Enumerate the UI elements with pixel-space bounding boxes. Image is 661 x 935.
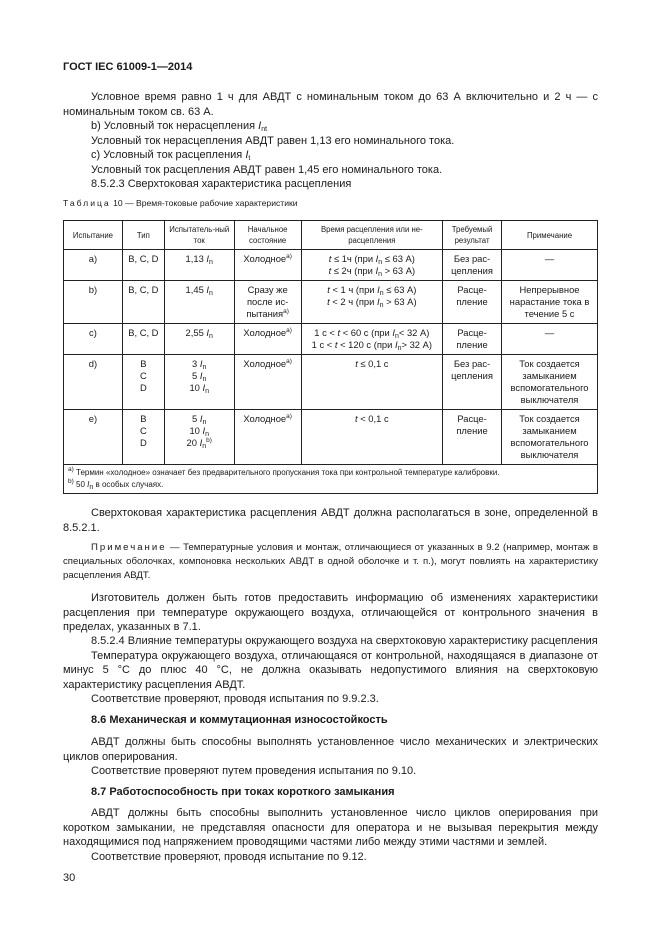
paragraph-manufacturer: Изготовитель должен быть готов предоставить информацию об изменениях характеристики расцепления при температуре окружающего воздуха, отличающейся от контрольного значения в пределах, указанных в 7.1.	[63, 592, 598, 633]
text-segment: n	[205, 388, 209, 395]
paragraph-compliance-3: Соответствие проверяют, проводя испытание по 9.12.	[91, 851, 367, 863]
text-segment: t	[328, 253, 332, 264]
column-header: Примечание	[502, 221, 598, 250]
list-item-b	[63, 119, 598, 192]
text-segment: Холодное	[243, 253, 287, 264]
text-segment: n	[397, 345, 402, 352]
current-line	[168, 370, 231, 382]
text-segment: n	[202, 376, 207, 383]
table-footnotes-row	[64, 465, 598, 494]
footnote	[68, 467, 593, 479]
table-caption-title: 10 — Время-токовые рабочие характеристики	[110, 198, 298, 208]
state-line	[238, 358, 298, 370]
text-segment: 3	[192, 358, 200, 369]
state-line	[238, 327, 298, 339]
section-heading-8523: 8.5.2.3 Сверхтоковая характеристика расцепления	[91, 178, 352, 190]
cell-test: b)	[64, 281, 123, 324]
footnote-ref: b)	[68, 478, 74, 485]
cell-test-current	[164, 324, 234, 355]
text-segment: t	[327, 284, 330, 295]
text-segment: < 60 с (при	[340, 327, 393, 338]
text-segment: n	[202, 364, 207, 371]
type-line: B	[140, 413, 147, 424]
text-segment: n	[205, 431, 209, 438]
type-line: C	[139, 370, 147, 381]
cell-initial-state	[234, 250, 301, 281]
table-row	[64, 250, 598, 281]
state-line	[238, 284, 298, 320]
paragraph-86: АВДТ должны быть способны выполнять установленное число механических и электрических циклов оперирования.	[63, 736, 598, 763]
text-segment: t	[334, 339, 338, 350]
table-caption	[63, 196, 598, 210]
note-label: Примечание	[91, 542, 167, 553]
text-segment: > 63 А)	[382, 265, 416, 276]
type-line: B, C, D	[128, 253, 159, 264]
paragraph-zone: Сверхтоковая характеристика расцепления АВДТ должна располагаться в зоне, определенной в 8.5.2.1.	[63, 507, 598, 534]
text-segment: Холодное	[243, 413, 287, 424]
text-segment: I	[392, 327, 395, 338]
time-line	[305, 413, 439, 425]
table-row	[64, 355, 598, 410]
cell-note: —	[502, 324, 598, 355]
text-segment: n	[209, 290, 213, 297]
table-header-row	[64, 221, 598, 250]
column-header: Испытатель-ный ток	[164, 221, 234, 250]
text-segment: I	[206, 327, 209, 338]
text-segment: I	[394, 339, 398, 350]
text-segment: n	[89, 484, 94, 491]
text-segment: < 32 А)	[398, 327, 430, 338]
cell-test: d)	[64, 355, 123, 410]
page-number: 30	[63, 872, 76, 884]
cell-test-current	[164, 281, 234, 324]
current-line	[168, 425, 231, 437]
type-line: C	[139, 425, 147, 436]
time-line	[305, 265, 439, 277]
current-line	[168, 358, 231, 370]
current-line	[168, 437, 231, 449]
cell-trip-time	[301, 250, 442, 281]
text-segment: t	[355, 413, 358, 424]
table-caption-label: Таблица	[63, 198, 111, 208]
footnote	[68, 479, 593, 491]
text-segment: n	[394, 333, 399, 340]
type-line: D	[139, 382, 147, 393]
cell-note: —	[502, 250, 598, 281]
text-segment: t	[328, 265, 332, 276]
text-segment: 1 с <	[311, 339, 335, 350]
cell-test: e)	[64, 410, 123, 465]
footnote-ref: а)	[68, 466, 74, 473]
text-segment: I	[376, 296, 380, 307]
paragraph-compliance-2: Соответствие проверяют путем проведения испытания по 9.10.	[91, 765, 417, 777]
column-header: Начальное состояние	[234, 221, 301, 250]
text-segment: ≤ 63 А)	[383, 284, 417, 295]
cell-note: Непрерывное нарастание тока в течение 5 с	[502, 281, 598, 324]
cell-result: Без рас-цепления	[443, 355, 502, 410]
text-segment: n	[379, 302, 384, 309]
text-segment: I	[199, 437, 203, 448]
time-line	[305, 327, 439, 339]
text-segment: 5	[192, 413, 200, 424]
list-item-b-label: b) Условный ток нерасцепления	[91, 120, 259, 132]
time-line	[305, 253, 439, 265]
text-segment: Сразу же после ис-пытания	[246, 284, 289, 319]
text-segment: n	[209, 333, 213, 340]
footnote-ref: а)	[286, 253, 292, 260]
cell-test: c)	[64, 324, 123, 355]
note-text: — Температурные условия и монтаж, отличающиеся от указанных в 9.2 (например, монтаж в специальных оболочках, компоновка нескольких АВДТ в одной оболочке и т. п.), могут повлиять на характеристику расцепления АВДТ.	[63, 542, 598, 581]
table-row	[64, 410, 598, 465]
text-segment: n	[202, 419, 207, 426]
cell-test: a)	[64, 250, 123, 281]
text-segment: < 120 с (при	[337, 339, 395, 350]
text-segment: I	[202, 382, 206, 393]
cell-type	[122, 355, 164, 410]
cell-note: Ток создается замыканием вспомогательного выключателя	[502, 410, 598, 465]
symbol-subscript: t	[248, 155, 251, 162]
cell-initial-state	[234, 410, 301, 465]
current-line	[168, 253, 231, 265]
text-segment: 10	[189, 425, 203, 436]
time-line	[305, 296, 439, 308]
text-segment: I	[206, 253, 209, 264]
cell-type	[122, 281, 164, 324]
column-header: Тип	[122, 221, 164, 250]
text-segment: < 0,1 с	[357, 413, 389, 424]
text-segment: I	[375, 253, 379, 264]
cell-test-current	[164, 410, 234, 465]
cell-trip-time	[301, 355, 442, 410]
text-segment: I	[375, 265, 379, 276]
text-segment: ≤ 0,1 с	[357, 358, 389, 369]
cell-result: Расце-пление	[443, 281, 502, 324]
text-segment: t	[327, 296, 330, 307]
section-heading-86: 8.6 Механическая и коммутационная износостойкость	[91, 714, 388, 726]
footnote-ref: а)	[286, 327, 292, 334]
text-segment: t	[337, 327, 341, 338]
text-segment: > 32 А)	[401, 339, 432, 350]
cell-test-current	[164, 355, 234, 410]
footnote-ref: b)	[206, 437, 212, 444]
table-footnotes	[64, 465, 598, 494]
text-segment: n	[209, 259, 213, 266]
footnote-ref: а)	[286, 358, 292, 365]
text-segment: ≤ 2ч (при	[331, 265, 376, 276]
type-line: B, C, D	[128, 327, 159, 338]
text-segment: I	[202, 425, 206, 436]
text-segment: < 2 ч (при	[329, 296, 377, 307]
symbol-i: I	[245, 149, 249, 161]
text-segment: I	[199, 370, 203, 381]
type-line: D	[139, 437, 147, 448]
document-header: ГОСТ IEC 61009-1—2014	[63, 61, 193, 73]
list-item-c-label: c) Условный ток расцепления	[91, 149, 246, 161]
time-line	[305, 358, 439, 370]
text-segment: I	[87, 480, 90, 489]
text-segment: n	[202, 443, 207, 450]
state-line	[238, 253, 298, 265]
time-line	[305, 339, 439, 351]
cell-result: Без рас-цепления	[443, 250, 502, 281]
text-segment: ≤ 1ч (при	[331, 253, 376, 264]
list-item-b-text: Условный ток нерасцепления АВДТ равен 1,13 его номинального тока.	[91, 134, 455, 147]
section-heading-8524: 8.5.2.4 Влияние температуры окружающего воздуха на сверхтоковую характеристику расцепления	[91, 635, 598, 647]
cell-result: Расце-пление	[443, 324, 502, 355]
cell-test-current	[164, 250, 234, 281]
paragraph-temperature: Температура окружающего воздуха, отличающаяся от контрольной, находящаяся в диапазоне от минус 5 °С до плюс 40 °С, не должна оказывать недопустимого влияния на сверхтоковую характеристику расцепления АВДТ.	[63, 649, 598, 691]
note-paragraph	[63, 541, 598, 583]
current-line	[168, 284, 231, 296]
time-current-table	[63, 220, 598, 494]
cell-type	[122, 250, 164, 281]
text-segment: 50	[73, 480, 88, 489]
text-segment: ≤ 63 А)	[382, 253, 415, 264]
cell-initial-state	[234, 281, 301, 324]
type-line: B, C, D	[128, 284, 159, 295]
paragraph-87: АВДТ должны быть способны выполнить установленное число циклов оперирования при коротком замыкании, не представляя опасности для оператора и не вызывая перекрытия между находящимися под напряжением проводящими частями либо между этими частями и землей.	[63, 807, 598, 848]
cell-result: Расце-пление	[443, 410, 502, 465]
cell-trip-time	[301, 410, 442, 465]
text-segment: в особых случаях.	[93, 480, 164, 489]
symbol-i: I	[258, 120, 262, 132]
text-segment: Термин «холодное» означает без предварительного пропускания тока при контрольной температуре калибровки.	[73, 468, 500, 477]
text-segment: 1 с <	[314, 327, 338, 338]
text-segment: Холодное	[243, 327, 287, 338]
text-segment: I	[199, 413, 203, 424]
list-item-c-text: Условный ток расцепления АВДТ равен 1,45 его номинального тока.	[91, 163, 443, 176]
column-header: Требуемый результат	[443, 221, 502, 250]
column-header: Испытание	[64, 221, 123, 250]
text-segment: t	[355, 358, 358, 369]
time-line	[305, 284, 439, 296]
cell-note: Ток создается замыканием вспомогательного выключателя	[502, 355, 598, 410]
text-segment: n	[379, 290, 384, 297]
cell-initial-state	[234, 324, 301, 355]
cell-type	[122, 324, 164, 355]
text-segment: < 1 ч (при	[329, 284, 378, 295]
cell-trip-time	[301, 324, 442, 355]
text-segment: 5	[192, 370, 200, 381]
paragraph-conditional-time: Условное время равно 1 ч для АВДТ с номинальным током до 63 А включительно и 2 ч — с номинальным током св. 63 А.	[63, 91, 598, 118]
text-segment: 20	[186, 437, 200, 448]
footnote-ref: а)	[286, 413, 292, 420]
text-segment: I	[377, 284, 380, 295]
cell-trip-time	[301, 281, 442, 324]
section-heading-87: 8.7 Работоспособность при токах короткого замыкания	[91, 786, 395, 798]
current-line	[168, 327, 231, 339]
text-segment: n	[378, 259, 383, 266]
current-line	[168, 382, 231, 394]
cell-type	[122, 410, 164, 465]
column-header: Время расцепления или не-расцепления	[301, 221, 442, 250]
table-row	[64, 324, 598, 355]
footnote-ref: а)	[283, 308, 289, 315]
state-line	[238, 413, 298, 425]
table-row	[64, 281, 598, 324]
text-segment: 10	[189, 382, 203, 393]
paragraph-compliance-1: Соответствие проверяют, проводя испытания по 9.9.2.3.	[91, 693, 379, 705]
cell-initial-state	[234, 355, 301, 410]
text-segment: 1,45	[185, 284, 207, 295]
text-segment: 1,13	[185, 253, 207, 264]
type-line: B	[140, 358, 147, 369]
text-segment: 2,55	[185, 327, 207, 338]
text-segment: I	[206, 284, 209, 295]
current-line	[168, 413, 231, 425]
text-segment: > 63 А)	[383, 296, 417, 307]
symbol-subscript: nt	[261, 126, 268, 133]
text-segment: I	[199, 358, 203, 369]
text-segment: n	[378, 271, 382, 278]
text-segment: Холодное	[243, 358, 287, 369]
